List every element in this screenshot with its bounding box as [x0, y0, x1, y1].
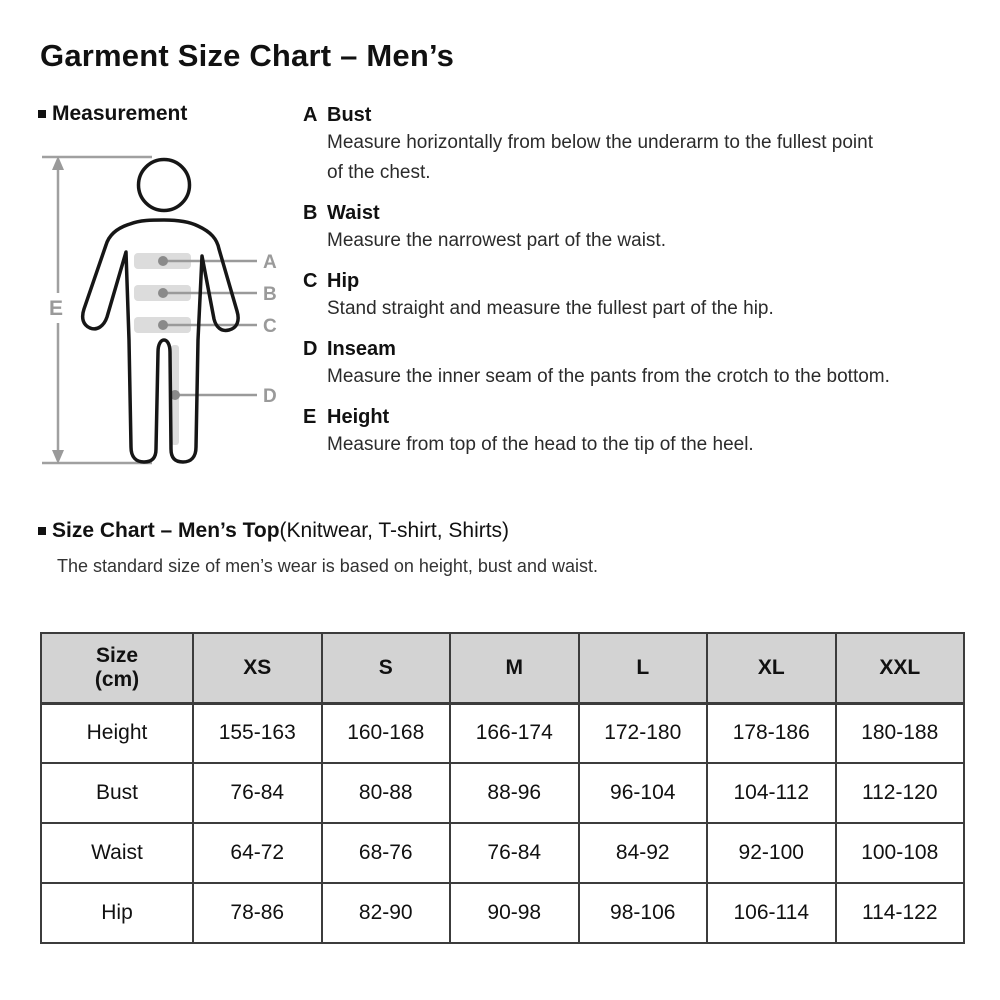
table-cell: 64-72: [193, 823, 322, 883]
definition-height: [303, 404, 968, 460]
row-label: Height: [41, 703, 193, 763]
column-header-xl: XL: [707, 633, 836, 703]
table-cell: 172-180: [579, 703, 708, 763]
definition-description: Measure horizontally from below the underarm to the fullest point of the chest.: [327, 132, 873, 183]
row-label: Bust: [41, 763, 193, 823]
table-cell: 166-174: [450, 703, 579, 763]
column-header-l: L: [579, 633, 708, 703]
table-row-hip: [41, 883, 964, 943]
definition-term: Hip: [327, 270, 360, 292]
table-cell: 178-186: [707, 703, 836, 763]
table-row-waist: [41, 823, 964, 883]
square-bullet-icon: [38, 527, 46, 535]
diagram-label-a: A: [263, 252, 277, 273]
column-header-xxl: XXL: [836, 633, 965, 703]
table-row-bust: [41, 763, 964, 823]
diagram-label-b: B: [263, 284, 277, 305]
definition-hip: [303, 268, 968, 324]
table-cell: 88-96: [450, 763, 579, 823]
definition-letter: C: [303, 270, 318, 292]
table-cell: 92-100: [707, 823, 836, 883]
diagram-label-e: E: [49, 297, 64, 320]
table-cell: 114-122: [836, 883, 965, 943]
definition-description: Measure the inner seam of the pants from the crotch to the bottom.: [327, 366, 890, 387]
definition-description: Measure from top of the head to the tip of the heel.: [327, 434, 754, 455]
table-cell: 82-90: [322, 883, 451, 943]
row-label: Waist: [41, 823, 193, 883]
hip-dot: [158, 320, 168, 330]
size-chart-heading-rest: (Knitwear, T-shirt, Shirts): [279, 519, 510, 542]
size-chart-table: [40, 632, 965, 944]
table-cell: 112-120: [836, 763, 965, 823]
measurement-section-heading: [38, 102, 187, 126]
bust-dot: [158, 256, 168, 266]
table-cell: 98-106: [579, 883, 708, 943]
page-title: Garment Size Chart – Men’s: [40, 38, 455, 73]
body-measurement-diagram: [30, 130, 300, 490]
definition-description: Measure the narrowest part of the waist.: [327, 230, 666, 251]
diagram-label-c: C: [263, 316, 277, 337]
table-row-height: [41, 703, 964, 763]
column-header-m: M: [450, 633, 579, 703]
table-cell: 155-163: [193, 703, 322, 763]
table-cell: 100-108: [836, 823, 965, 883]
definition-letter: B: [303, 202, 318, 224]
table-cell: 80-88: [322, 763, 451, 823]
table-cell: 68-76: [322, 823, 451, 883]
definition-letter: A: [303, 104, 318, 126]
table-cell: 104-112: [707, 763, 836, 823]
table-cell: 76-84: [193, 763, 322, 823]
table-corner-header: Size (cm): [41, 633, 193, 703]
definition-term: Inseam: [327, 338, 396, 360]
definition-term: Height: [327, 406, 390, 428]
human-figure: [83, 160, 238, 463]
table-cell: 96-104: [579, 763, 708, 823]
measurement-heading-label: Measurement: [52, 102, 188, 125]
row-label: Hip: [41, 883, 193, 943]
definition-letter: E: [303, 406, 317, 428]
table-cell: 160-168: [322, 703, 451, 763]
table-cell: 90-98: [450, 883, 579, 943]
table-cell: 78-86: [193, 883, 322, 943]
column-header-s: S: [322, 633, 451, 703]
definition-waist: [303, 200, 968, 256]
definition-description: Stand straight and measure the fullest part of the hip.: [327, 298, 774, 319]
size-chart-note: The standard size of men’s wear is based on height, bust and waist.: [57, 556, 598, 576]
table-header-row: [41, 633, 964, 703]
table-cell: 106-114: [707, 883, 836, 943]
table-cell: 180-188: [836, 703, 965, 763]
table-cell: 84-92: [579, 823, 708, 883]
size-chart-section-heading: [38, 519, 509, 543]
diagram-label-d: D: [263, 386, 277, 407]
column-header-xs: XS: [193, 633, 322, 703]
definition-term: Waist: [327, 202, 380, 224]
square-bullet-icon: [38, 110, 46, 118]
measurement-definitions: [303, 102, 968, 472]
table-cell: 76-84: [450, 823, 579, 883]
waist-dot: [158, 288, 168, 298]
definition-term: Bust: [327, 104, 372, 126]
size-chart-heading-bold: Size Chart – Men’s Top: [52, 519, 280, 542]
definition-inseam: [303, 336, 968, 392]
definition-bust: [303, 102, 968, 188]
definition-letter: D: [303, 338, 318, 360]
